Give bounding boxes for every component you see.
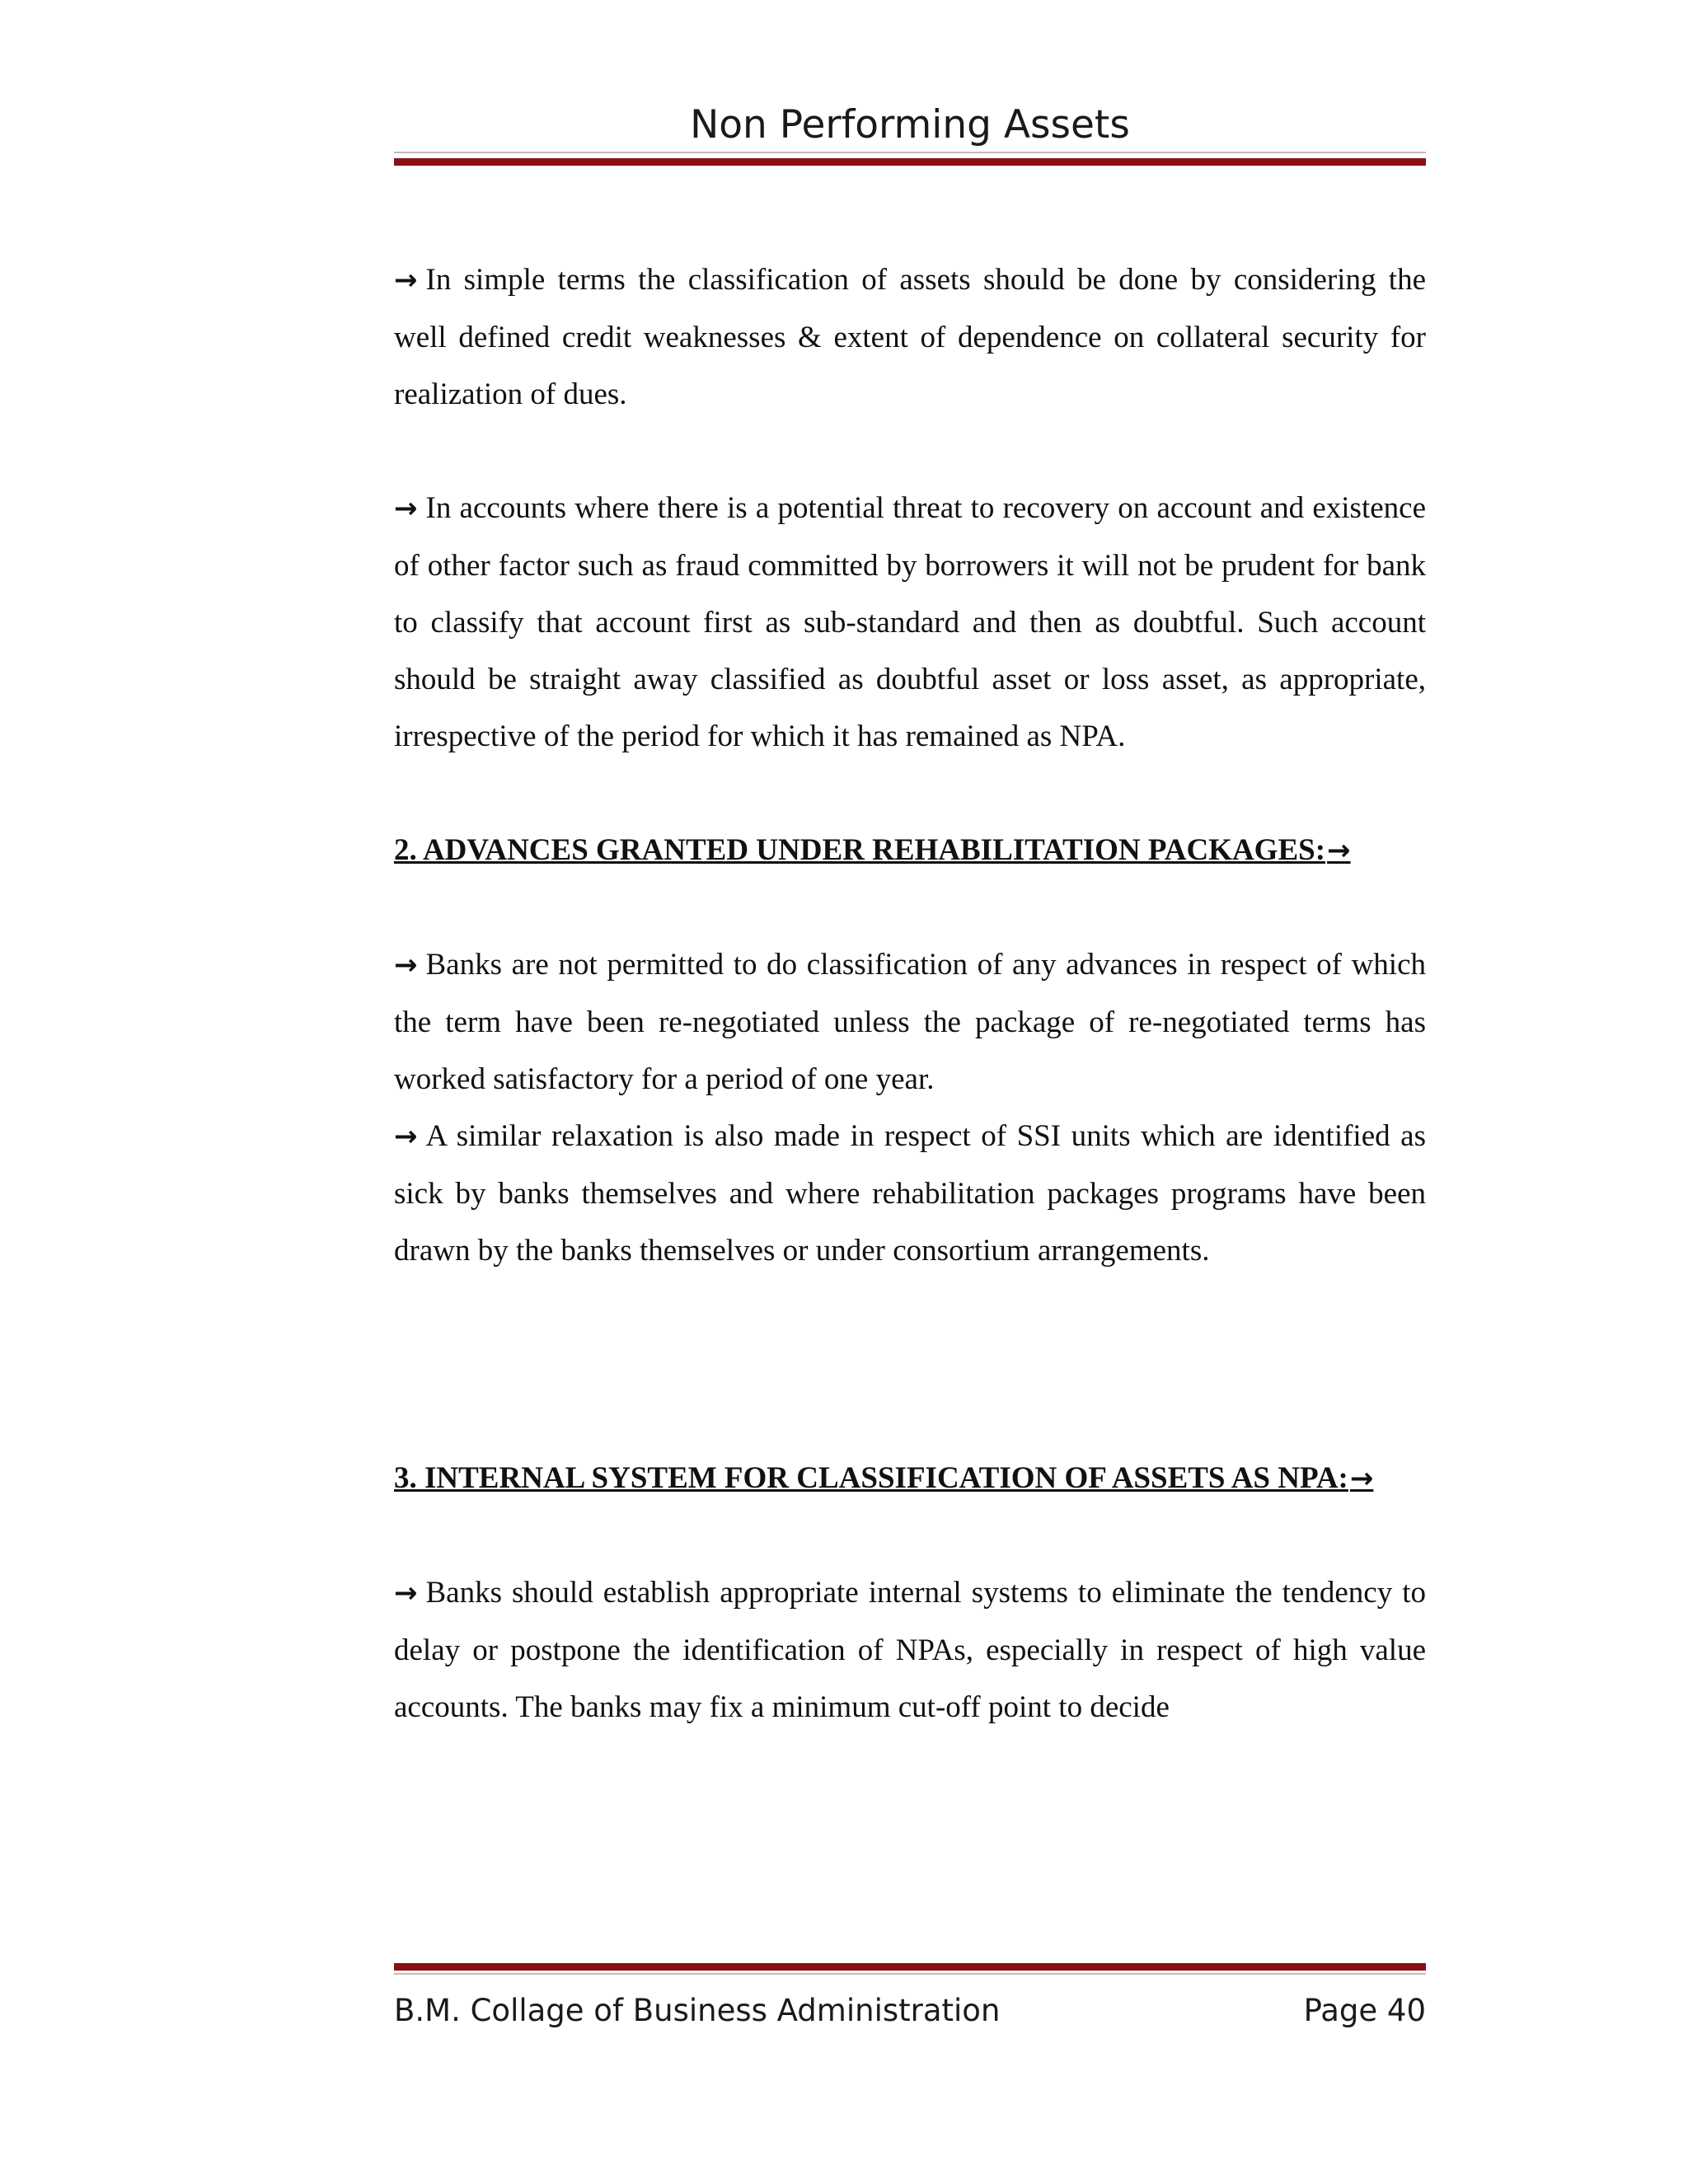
paragraph-internal-systems <box>394 1564 1426 1736</box>
right-arrow-icon: → <box>394 949 418 982</box>
right-arrow-icon: → <box>1349 1462 1374 1495</box>
footer-rule-thick <box>394 1963 1426 1971</box>
right-arrow-icon: → <box>1327 834 1351 867</box>
paragraph-text: Banks are not permitted to do classification of any advances in respect of which the term have been re-negotiated unless the package of re-negotiated terms has worked satisfactory for a period of one year. <box>394 948 1426 1096</box>
right-arrow-icon: → <box>394 1120 418 1153</box>
paragraph-text: In simple terms the classification of assets should be done by considering the well defined credit weaknesses & extent of dependence on collateral security for realization of dues. <box>394 263 1426 411</box>
footer-college-name: B.M. Collage of Business Administration <box>394 1993 1001 2028</box>
heading-text: 2. ADVANCES GRANTED UNDER REHABILITATION PACKAGES: <box>394 833 1326 867</box>
heading-text: 3. INTERNAL SYSTEM FOR CLASSIFICATION OF ASSETS AS NPA: <box>394 1461 1348 1495</box>
section-heading-internal-system <box>394 1450 1426 1507</box>
paragraph-ssi-units <box>394 1108 1426 1279</box>
paragraph-text: Banks should establish appropriate internal systems to eliminate the tendency to delay or postpone the identification of NPAs, especially in respect of high value accounts. The banks may fix a minimum cut-off point to decide <box>394 1576 1426 1724</box>
right-arrow-icon: → <box>394 1577 418 1610</box>
footer-rule-thin <box>394 1973 1426 1975</box>
paragraph-classification <box>394 251 1426 423</box>
footer-page-number: Page 40 <box>1303 1993 1426 2028</box>
page-header-title: Non Performing Assets <box>690 102 1130 148</box>
header-rule-thin <box>394 152 1426 153</box>
paragraph-text: In accounts where there is a potential threat to recovery on account and existence of other factor such as fraud committed by borrowers it will not be prudent for bank to classify that account first as sub-standard and then as doubtful. Such account should be straight away classified as doubtful asset or loss asset, as appropriate, irrespective of the period for which it has remained as NPA. <box>394 491 1426 753</box>
right-arrow-icon: → <box>394 264 418 297</box>
page-body <box>394 251 1426 1736</box>
header-rule-thick <box>394 158 1426 166</box>
paragraph-potential-threat <box>394 480 1426 765</box>
paragraph-text: A similar relaxation is also made in respect of SSI units which are identified as sick by banks themselves and where rehabilitation packages programs have been drawn by the banks themselves or under consortium arrangements. <box>394 1119 1426 1268</box>
paragraph-renegotiated <box>394 936 1426 1108</box>
right-arrow-icon: → <box>394 492 418 525</box>
section-heading-rehabilitation <box>394 822 1426 879</box>
